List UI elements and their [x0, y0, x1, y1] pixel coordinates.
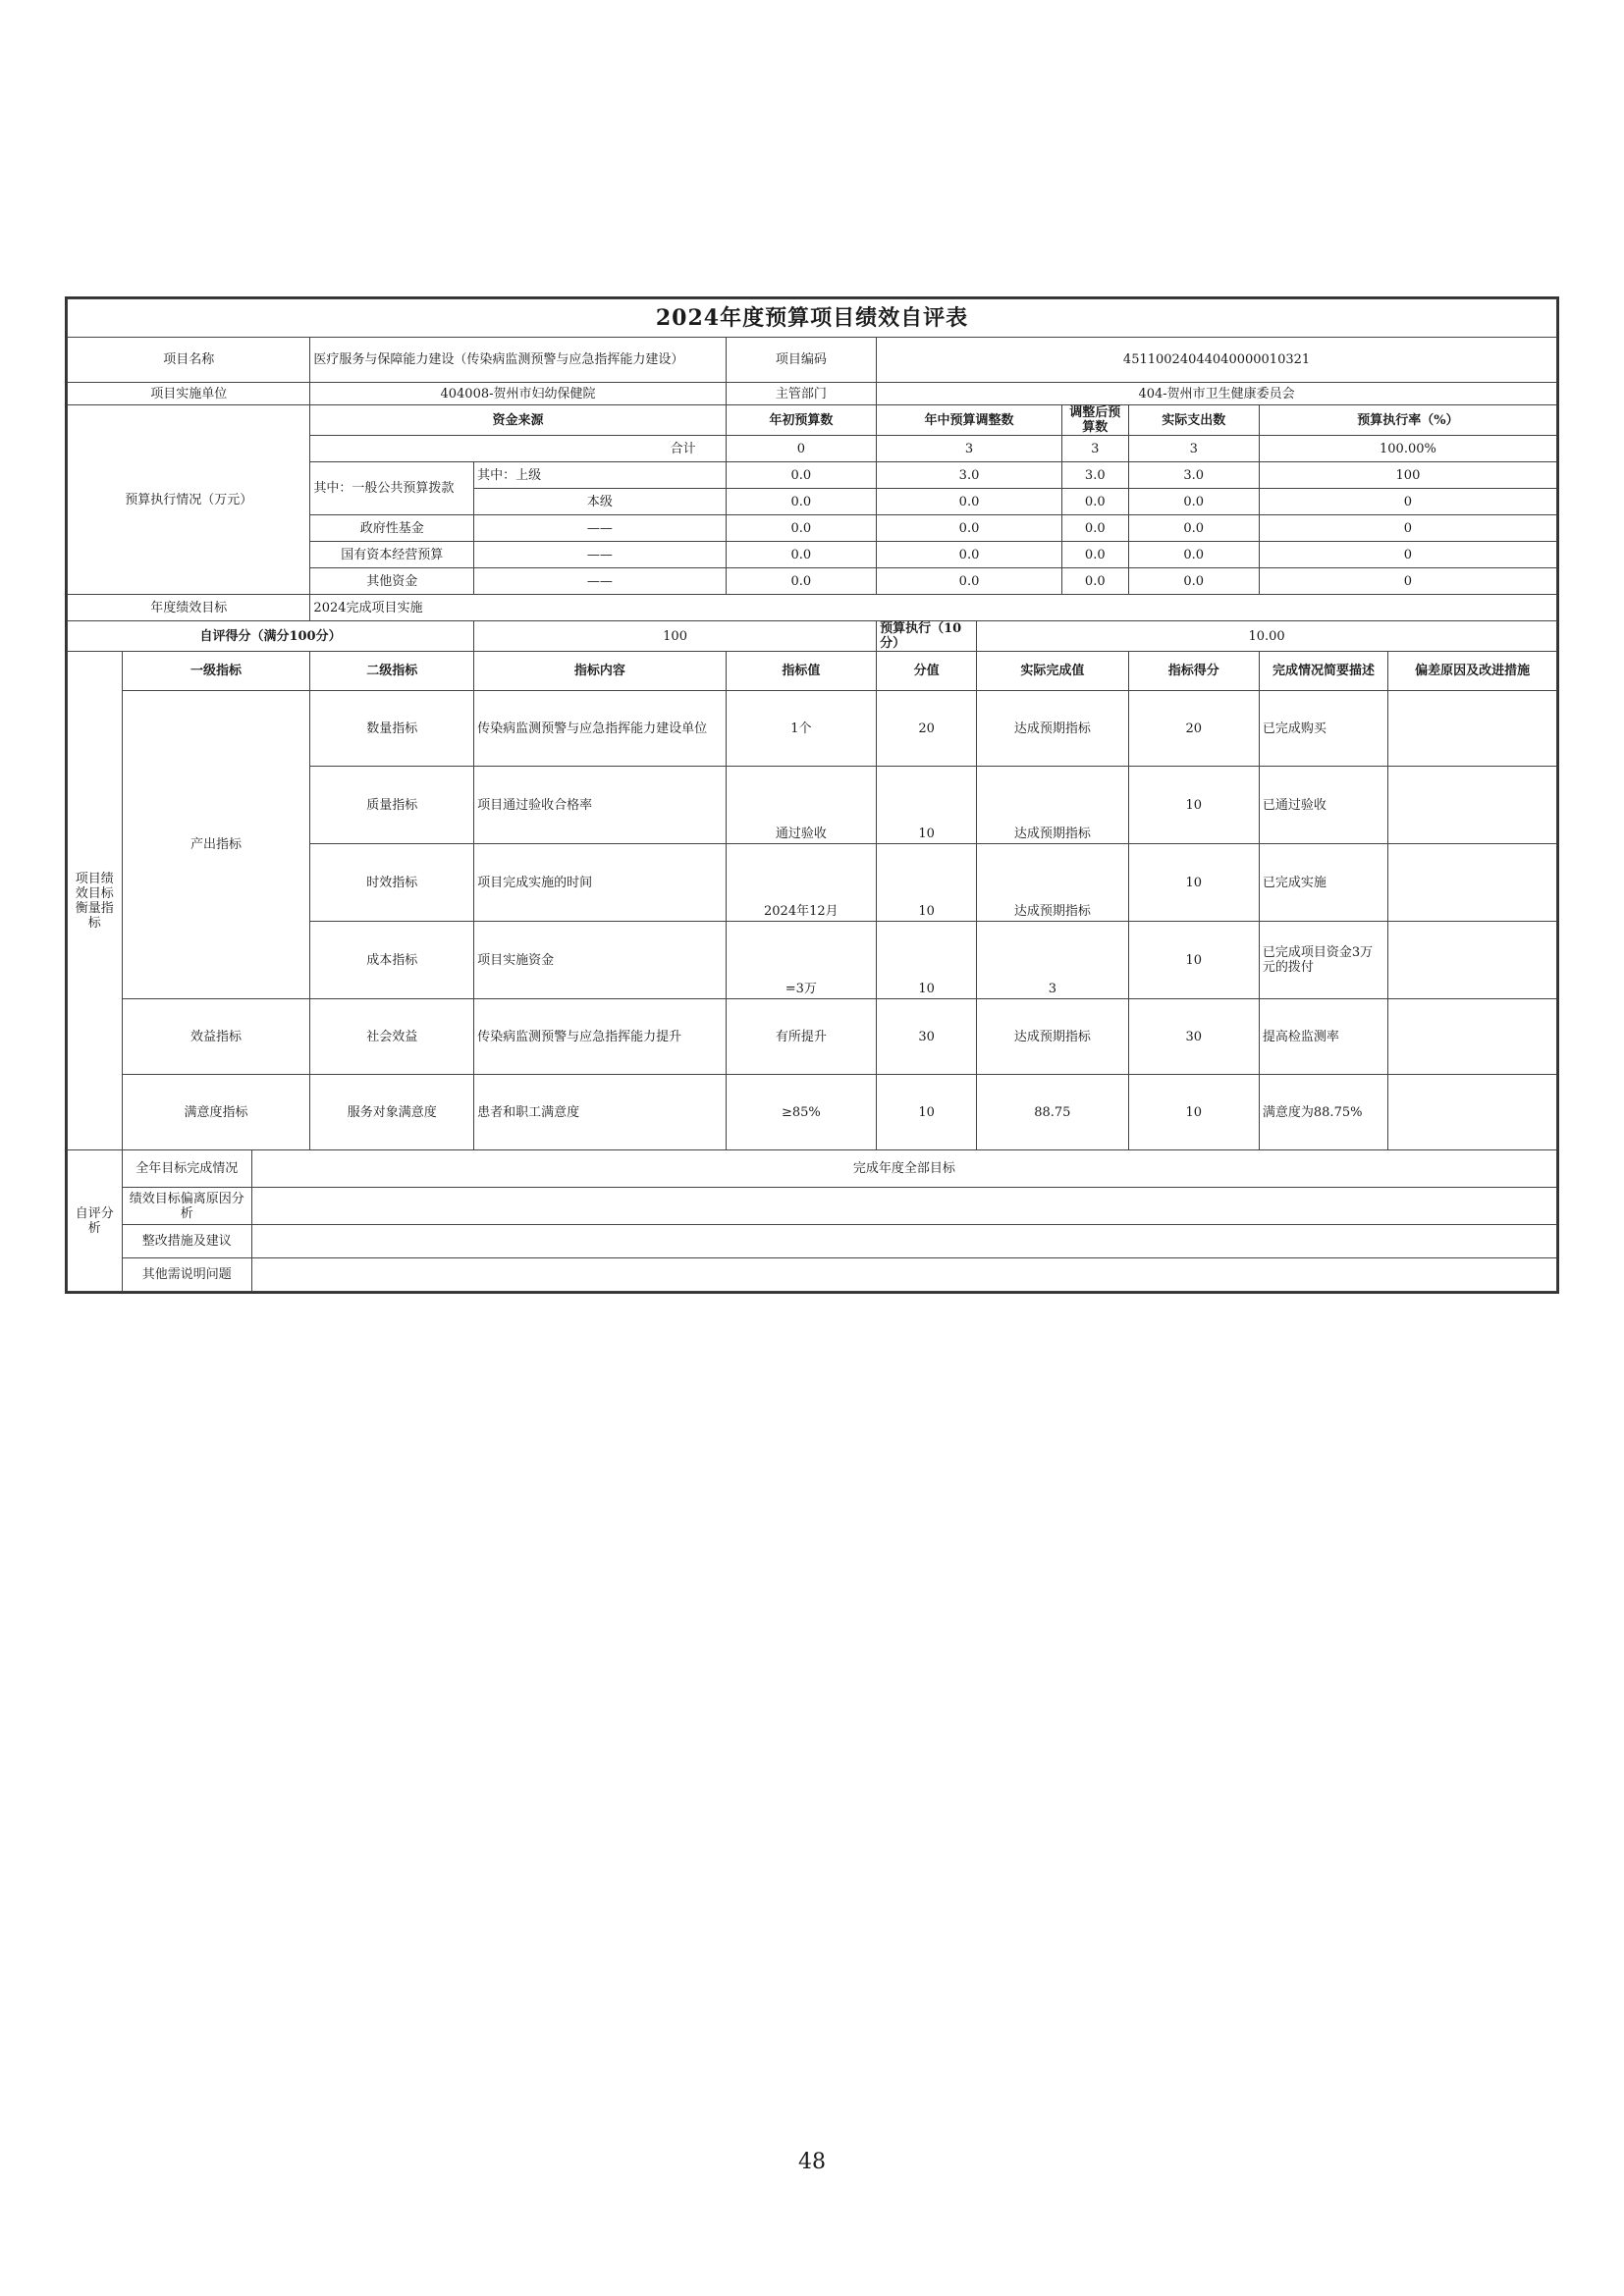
- performance-table-sheet: [65, 296, 1559, 1294]
- budget-govfund-initial: 0.0: [726, 515, 877, 542]
- impl-unit-value: 404008-贺州市妇幼保健院: [310, 383, 726, 405]
- indicator-score: 10: [1128, 922, 1259, 999]
- budget-upper-adjusted: 3.0: [1061, 462, 1128, 489]
- budget-govfund-adjusted: 0.0: [1061, 515, 1128, 542]
- indicator-reason: [1388, 691, 1557, 767]
- indicator-content: 项目完成实施的时间: [474, 844, 727, 922]
- budget-local-adjusted: 0.0: [1061, 489, 1128, 515]
- performance-table: [67, 298, 1557, 1292]
- analysis-row-label: 整改措施及建议: [122, 1225, 251, 1258]
- budget-statecap-rate: 0: [1259, 542, 1556, 568]
- analysis-row-value: [251, 1258, 1556, 1292]
- dept-label: 主管部门: [726, 383, 877, 405]
- indicator-target: 有所提升: [726, 999, 877, 1075]
- indicator-weight: 10: [877, 767, 977, 844]
- budget-header-actual: 实际支出数: [1128, 405, 1259, 436]
- budget-header-adjust: 年中预算调整数: [877, 405, 1062, 436]
- budget-other-adjusted: 0.0: [1061, 568, 1128, 595]
- indicator-header-desc: 完成情况简要描述: [1259, 652, 1387, 691]
- indicator-header-level2: 二级指标: [310, 652, 474, 691]
- indicator-reason: [1388, 1075, 1557, 1150]
- indicator-desc: 已通过验收: [1259, 767, 1387, 844]
- impl-unit-label: 项目实施单位: [68, 383, 310, 405]
- budget-local-label: 本级: [474, 489, 727, 515]
- budget-other-rate: 0: [1259, 568, 1556, 595]
- budget-header-adjusted: 调整后预算数: [1061, 405, 1128, 436]
- indicator-weight: 20: [877, 691, 977, 767]
- analysis-row-label: 其他需说明问题: [122, 1258, 251, 1292]
- budget-govfund-rate: 0: [1259, 515, 1556, 542]
- indicator-weight: 10: [877, 922, 977, 999]
- indicator-level2: 时效指标: [310, 844, 474, 922]
- budget-other-initial: 0.0: [726, 568, 877, 595]
- indicator-desc: 已完成购买: [1259, 691, 1387, 767]
- indicator-content: 患者和职工满意度: [474, 1075, 727, 1150]
- indicator-desc: 已完成项目资金3万元的拨付: [1259, 922, 1387, 999]
- indicator-target: 1个: [726, 691, 877, 767]
- self-score-label: 自评得分（满分100分）: [68, 621, 474, 652]
- indicator-weight: 30: [877, 999, 977, 1075]
- project-name-label: 项目名称: [68, 338, 310, 383]
- indicator-header-reason: 偏差原因及改进措施: [1388, 652, 1557, 691]
- budget-statecap-actual: 0.0: [1128, 542, 1259, 568]
- indicator-reason: [1388, 999, 1557, 1075]
- budget-total-rate: 100.00%: [1259, 436, 1556, 462]
- indicator-level2: 数量指标: [310, 691, 474, 767]
- budget-header-rate: 预算执行率（%）: [1259, 405, 1556, 436]
- analysis-row-label: 全年目标完成情况: [122, 1150, 251, 1188]
- budget-statecap-label: 国有资本经营预算: [310, 542, 474, 568]
- budget-total-initial: 0: [726, 436, 877, 462]
- table-title: 2024年度预算项目绩效自评表: [68, 299, 1557, 338]
- budget-total-label: 合计: [310, 436, 726, 462]
- project-code-value: 45110024044040000010321: [877, 338, 1557, 383]
- indicator-target: 通过验收: [726, 767, 877, 844]
- indicator-actual: 达成预期指标: [977, 691, 1129, 767]
- indicator-level2: 社会效益: [310, 999, 474, 1075]
- indicator-target: 2024年12月: [726, 844, 877, 922]
- indicator-level2: 服务对象满意度: [310, 1075, 474, 1150]
- budget-govfund-dash: ——: [474, 515, 727, 542]
- indicator-score: 10: [1128, 844, 1259, 922]
- analysis-row-value: 完成年度全部目标: [251, 1150, 1556, 1188]
- indicator-reason: [1388, 922, 1557, 999]
- indicator-header-content: 指标内容: [474, 652, 727, 691]
- budget-total-actual: 3: [1128, 436, 1259, 462]
- satisfaction-indicator-label: 满意度指标: [122, 1075, 310, 1150]
- indicator-target: ≥85%: [726, 1075, 877, 1150]
- budget-statecap-dash: ——: [474, 542, 727, 568]
- indicator-content: 传染病监测预警与应急指挥能力建设单位: [474, 691, 727, 767]
- budget-local-rate: 0: [1259, 489, 1556, 515]
- indicator-score: 30: [1128, 999, 1259, 1075]
- budget-local-actual: 0.0: [1128, 489, 1259, 515]
- indicator-reason: [1388, 844, 1557, 922]
- indicator-header-target: 指标值: [726, 652, 877, 691]
- analysis-row-value: [251, 1225, 1556, 1258]
- indicator-desc: 提高检监测率: [1259, 999, 1387, 1075]
- indicator-actual: 达成预期指标: [977, 844, 1129, 922]
- budget-header-initial: 年初预算数: [726, 405, 877, 436]
- indicator-actual: 达成预期指标: [977, 999, 1129, 1075]
- project-code-label: 项目编码: [726, 338, 877, 383]
- indicator-header-level1: 一级指标: [122, 652, 310, 691]
- project-name-value: 医疗服务与保障能力建设（传染病监测预警与应急指挥能力建设）: [310, 338, 726, 383]
- budget-govfund-label: 政府性基金: [310, 515, 474, 542]
- budget-exec-label: 预算执行（10分）: [877, 621, 977, 652]
- budget-statecap-initial: 0.0: [726, 542, 877, 568]
- benefit-indicator-label: 效益指标: [122, 999, 310, 1075]
- budget-total-adjusted: 3: [1061, 436, 1128, 462]
- budget-other-label: 其他资金: [310, 568, 474, 595]
- indicator-score: 20: [1128, 691, 1259, 767]
- budget-statecap-adjusted: 0.0: [1061, 542, 1128, 568]
- budget-exec-value: 10.00: [977, 621, 1557, 652]
- indicator-weight: 10: [877, 844, 977, 922]
- indicator-actual: 88.75: [977, 1075, 1129, 1150]
- indicator-actual: 达成预期指标: [977, 767, 1129, 844]
- indicator-section-label: 项目绩效目标衡量指标: [68, 652, 123, 1150]
- analysis-row-label: 绩效目标偏离原因分析: [122, 1188, 251, 1225]
- budget-local-initial: 0.0: [726, 489, 877, 515]
- budget-govfund-actual: 0.0: [1128, 515, 1259, 542]
- self-score-value: 100: [474, 621, 877, 652]
- indicator-actual: 3: [977, 922, 1129, 999]
- indicator-target: =3万: [726, 922, 877, 999]
- budget-upper-adjust: 3.0: [877, 462, 1062, 489]
- indicator-desc: 满意度为88.75%: [1259, 1075, 1387, 1150]
- budget-upper-rate: 100: [1259, 462, 1556, 489]
- budget-section-label: 预算执行情况（万元）: [68, 405, 310, 595]
- indicator-content: 项目实施资金: [474, 922, 727, 999]
- indicator-reason: [1388, 767, 1557, 844]
- analysis-section-label: 自评分析: [68, 1150, 123, 1292]
- budget-upper-actual: 3.0: [1128, 462, 1259, 489]
- budget-other-dash: ——: [474, 568, 727, 595]
- indicator-weight: 10: [877, 1075, 977, 1150]
- budget-general-label: 其中：一般公共预算拨款: [310, 462, 474, 515]
- budget-upper-initial: 0.0: [726, 462, 877, 489]
- indicator-header-actual: 实际完成值: [977, 652, 1129, 691]
- budget-statecap-adjust: 0.0: [877, 542, 1062, 568]
- budget-upper-label: 其中：上级: [474, 462, 727, 489]
- indicator-header-weight: 分值: [877, 652, 977, 691]
- analysis-row-value: [251, 1188, 1556, 1225]
- annual-goal-value: 2024完成项目实施: [310, 595, 1557, 621]
- budget-local-adjust: 0.0: [877, 489, 1062, 515]
- indicator-desc: 已完成实施: [1259, 844, 1387, 922]
- indicator-score: 10: [1128, 767, 1259, 844]
- indicator-level2: 质量指标: [310, 767, 474, 844]
- budget-other-adjust: 0.0: [877, 568, 1062, 595]
- output-indicator-label: 产出指标: [122, 691, 310, 999]
- indicator-content: 传染病监测预警与应急指挥能力提升: [474, 999, 727, 1075]
- budget-total-adjust: 3: [877, 436, 1062, 462]
- indicator-content: 项目通过验收合格率: [474, 767, 727, 844]
- budget-other-actual: 0.0: [1128, 568, 1259, 595]
- indicator-level2: 成本指标: [310, 922, 474, 999]
- dept-value: 404-贺州市卫生健康委员会: [877, 383, 1557, 405]
- budget-govfund-adjust: 0.0: [877, 515, 1062, 542]
- page-number: 48: [798, 2150, 826, 2174]
- indicator-score: 10: [1128, 1075, 1259, 1150]
- budget-header-source: 资金来源: [310, 405, 726, 436]
- annual-goal-label: 年度绩效目标: [68, 595, 310, 621]
- indicator-header-score: 指标得分: [1128, 652, 1259, 691]
